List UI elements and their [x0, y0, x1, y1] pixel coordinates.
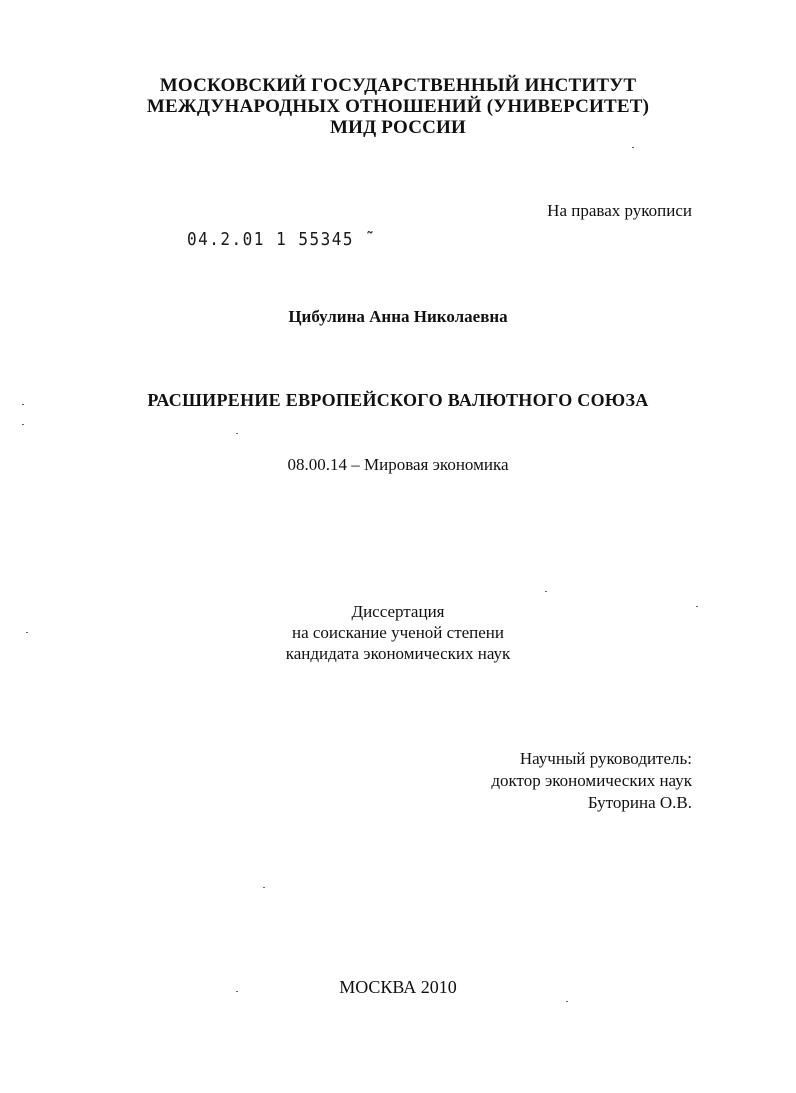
scan-speck: [236, 991, 238, 992]
scan-speck: [566, 1001, 568, 1002]
scan-speck: [263, 887, 265, 888]
degree-statement: [0, 601, 796, 664]
specialty-code: 08.00.14 – Мировая экономика: [287, 455, 509, 474]
advisor-line-1: Научный руководитель:: [519, 749, 692, 768]
dissertation-title: РАСШИРЕНИЕ ЕВРОПЕЙСКОГО ВАЛЮТНОГО СОЮЗА: [147, 390, 649, 410]
advisor-line-3: Буторина О.В.: [587, 793, 692, 812]
scan-speck: [26, 632, 28, 633]
institution-name: [0, 75, 796, 138]
scan-speck: [22, 404, 24, 405]
scan-speck: [632, 147, 634, 148]
manuscript-note: На правах рукописи: [547, 201, 692, 220]
city-year: МОСКВА 2010: [339, 977, 457, 997]
institution-line-2: МЕЖДУНАРОДНЫХ ОТНОШЕНИЙ (УНИВЕРСИТЕТ): [146, 96, 650, 117]
degree-line-3: кандидата экономических наук: [285, 644, 511, 663]
degree-line-2: на соискание ученой степени: [291, 623, 505, 642]
scan-speck: [696, 606, 698, 607]
author-name: Цибулина Анна Николаевна: [288, 307, 508, 326]
scan-speck: [545, 591, 547, 592]
degree-line-1: Диссертация: [351, 602, 445, 621]
archive-number-stamp: 04.2.01 1 55345 ˜: [187, 228, 377, 250]
scan-speck: [22, 424, 24, 425]
institution-line-3: МИД РОССИИ: [329, 117, 467, 138]
scan-speck: [236, 433, 238, 434]
institution-line-1: МОСКОВСКИЙ ГОСУДАРСТВЕННЫЙ ИНСТИТУТ: [159, 75, 637, 96]
scientific-advisor: [491, 748, 692, 814]
advisor-line-2: доктор экономических наук: [491, 771, 692, 790]
